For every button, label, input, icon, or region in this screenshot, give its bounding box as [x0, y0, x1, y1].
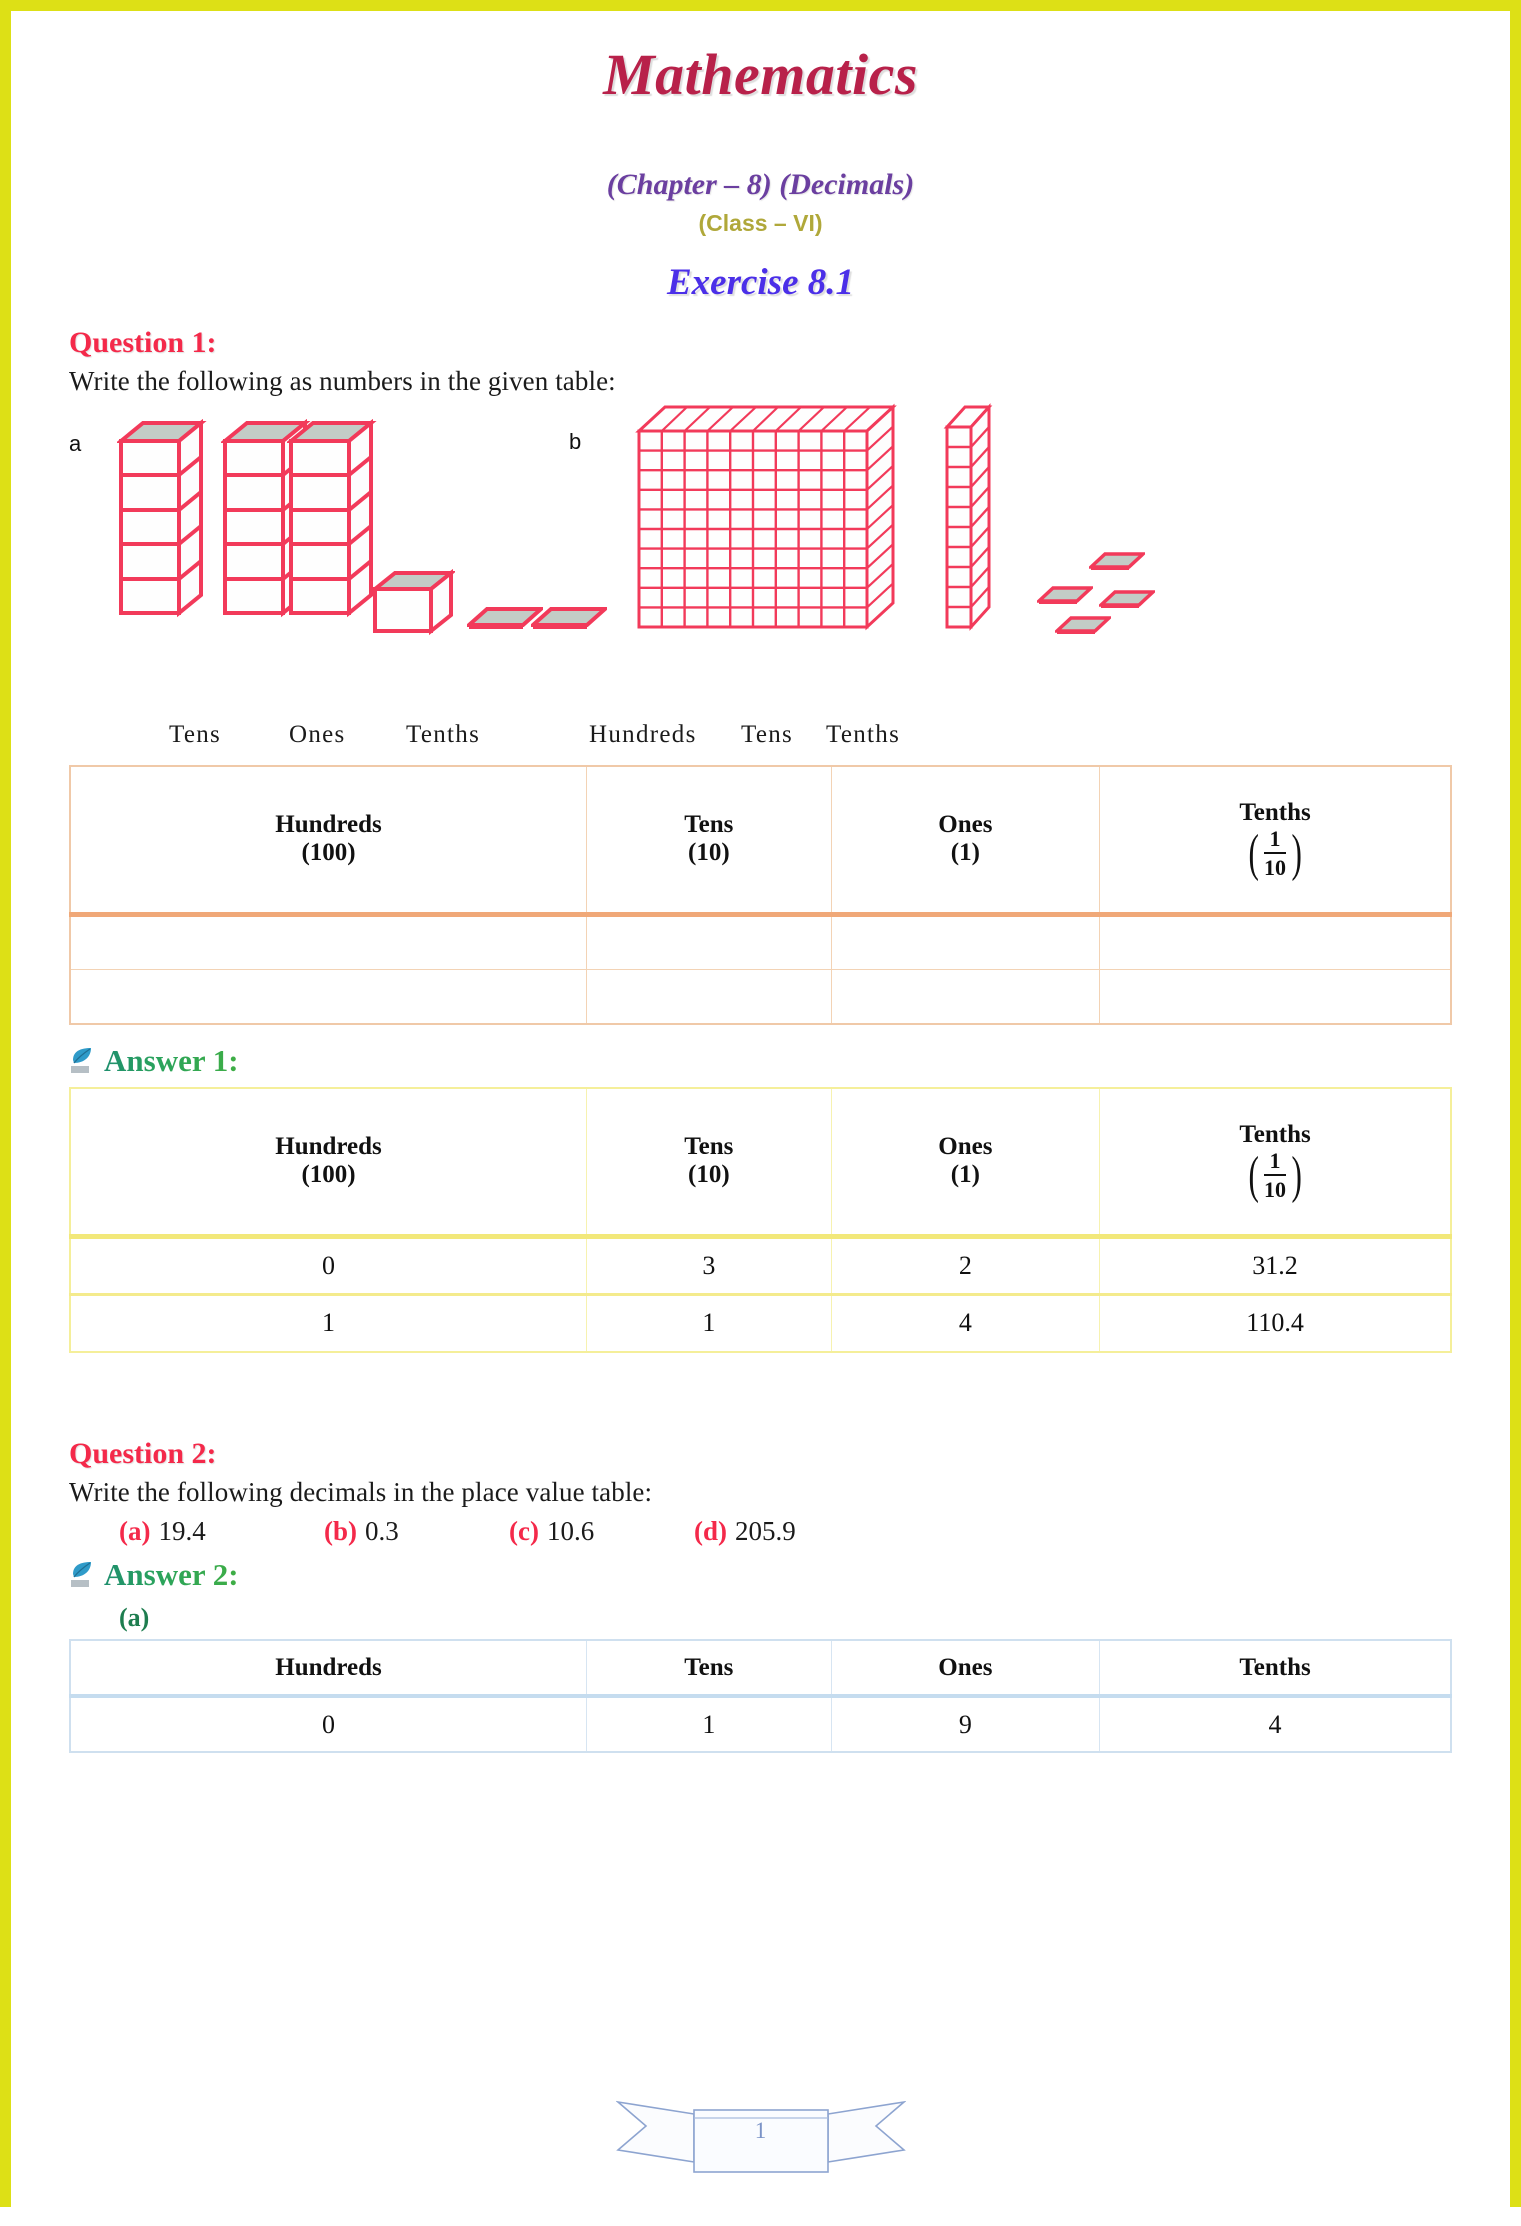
answer-1-place-value-table [69, 1087, 1452, 1353]
header-tenths-fraction: ( $\frac{1}{10}$ ) [1248, 1146, 1302, 1204]
table-header-row [70, 766, 1451, 914]
part-a-label: a [69, 431, 82, 456]
cell-blank [831, 914, 1099, 969]
answer-1-heading-row [69, 1043, 1452, 1079]
header-tens-sub: (10) [688, 1161, 730, 1189]
tenth-flat-block [531, 603, 607, 635]
header-tenths-fraction: ( $\frac{1}{10}$ ) [1248, 824, 1302, 882]
cell-hundreds: 0 [70, 1696, 587, 1752]
cell-tens: 1 [587, 1696, 832, 1752]
tenth-flat-block [1099, 587, 1155, 613]
question-2-text: Write the following decimals in the place value table: [69, 1477, 653, 1507]
cell-tens: 3 [587, 1236, 832, 1294]
cell-blank [1100, 969, 1451, 1024]
ten-rod-block [287, 419, 377, 634]
label-tens-b: Tens [741, 721, 794, 748]
question-2-heading: Question 2: [69, 1437, 217, 1470]
page-footer [11, 2080, 1510, 2180]
header-hundreds-label: Hundreds [275, 811, 382, 839]
cell-ones: 9 [831, 1696, 1099, 1752]
header-tenths [1100, 766, 1451, 914]
item-value: 0.3 [365, 1516, 399, 1546]
cell-blank [70, 914, 587, 969]
label-tenths-b: Tenths [826, 721, 901, 748]
list-item [694, 1516, 796, 1547]
header-tenths-label: Tenths [1239, 799, 1311, 827]
page-title: Mathematics [603, 42, 918, 107]
cell-blank [831, 969, 1099, 1024]
cell-hundreds: 0 [70, 1236, 587, 1294]
header-tens-label: Tens [684, 811, 734, 839]
list-item [119, 1516, 324, 1547]
cell-tens: 1 [587, 1294, 832, 1352]
exercise-heading: Exercise 8.1 [666, 262, 855, 303]
table-header-row [70, 1088, 1451, 1236]
cell-blank [587, 969, 832, 1024]
cell-hundreds: 1 [70, 1294, 587, 1352]
question-1-text: Write the following as numbers in the given table: [69, 366, 616, 396]
cell-blank [587, 914, 832, 969]
header-tenths [1100, 1088, 1451, 1236]
answer-1-heading: Answer 1: [104, 1043, 239, 1078]
header-hundreds [70, 766, 587, 914]
cell-blank [1100, 914, 1451, 969]
item-value: 205.9 [735, 1516, 796, 1546]
document-body [11, 326, 1510, 1753]
header-ones [831, 766, 1099, 914]
list-item [509, 1516, 694, 1547]
item-tag: (b) [324, 1516, 357, 1546]
label-tenths-a: Tenths [406, 721, 481, 748]
header-tenths: Tenths [1100, 1640, 1451, 1696]
chapter-subtitle: (Chapter – 8) (Decimals) [606, 168, 915, 201]
header-hundreds: Hundreds [70, 1640, 587, 1696]
list-item [324, 1516, 509, 1547]
class-subtitle: (Class – VI) [698, 210, 823, 236]
header-tens [587, 766, 832, 914]
table-row [70, 1696, 1451, 1752]
base-ten-block-diagram [69, 401, 1452, 721]
header-hundreds [70, 1088, 587, 1236]
part-b-label: b [569, 429, 582, 454]
header-hundreds-label: Hundreds [275, 1133, 382, 1161]
header-hundreds-sub: (100) [301, 839, 356, 867]
label-hundreds-b: Hundreds [589, 721, 697, 748]
item-tag: (d) [694, 1516, 727, 1546]
tenth-flat-block [1037, 583, 1093, 609]
question-1-heading: Question 1: [69, 326, 217, 359]
ten-rod-block [941, 401, 995, 641]
page-inner [11, 41, 1510, 2226]
item-tag: (a) [119, 1516, 151, 1546]
leaf-pen-icon [69, 1560, 95, 1590]
page-number: 1 [754, 2118, 767, 2143]
table-row [70, 1236, 1451, 1294]
cell-ones: 4 [831, 1294, 1099, 1352]
place-value-labels-row [69, 721, 1452, 755]
header-tens: Tens [587, 1640, 832, 1696]
cell-tenths: 31.2 [1100, 1236, 1451, 1294]
hundred-flat-block [631, 401, 899, 641]
header-tenths-label: Tenths [1239, 1121, 1311, 1149]
item-value: 19.4 [158, 1516, 206, 1546]
header-ones-label: Ones [938, 811, 993, 839]
answer-2-heading-row [69, 1557, 1452, 1593]
table-row [70, 1294, 1451, 1352]
answer-2-sub-label: (a) [119, 1603, 150, 1632]
answer-2a-place-value-table [69, 1639, 1452, 1753]
label-tens-a: Tens [169, 721, 222, 748]
cell-ones: 2 [831, 1236, 1099, 1294]
header-ones-sub: (1) [950, 839, 980, 867]
header-ones-label: Ones [938, 1133, 993, 1161]
header-tens [587, 1088, 832, 1236]
cell-tenths: 4 [1100, 1696, 1451, 1752]
tenth-flat-block [1055, 613, 1111, 639]
table-row [70, 914, 1451, 969]
header-ones: Ones [831, 1640, 1099, 1696]
unit-cube-block [371, 569, 455, 637]
table-row [70, 969, 1451, 1024]
header-tens-label: Tens [684, 1133, 734, 1161]
question-2-items [69, 1516, 1452, 1547]
label-ones-a: Ones [289, 721, 346, 748]
header-ones [831, 1088, 1099, 1236]
item-value: 10.6 [546, 1516, 595, 1546]
leaf-pen-icon [69, 1046, 95, 1076]
question-1-blank-place-value-table [69, 765, 1452, 1025]
cell-blank [70, 969, 587, 1024]
item-tag: (c) [509, 1516, 539, 1546]
table-header-row [70, 1640, 1451, 1696]
header-hundreds-sub: (100) [301, 1161, 356, 1189]
cell-tenths: 110.4 [1100, 1294, 1451, 1352]
answer-2-heading: Answer 2: [104, 1557, 239, 1592]
ten-rod-block [117, 419, 207, 634]
header-tens-sub: (10) [688, 839, 730, 867]
header-ones-sub: (1) [950, 1161, 980, 1189]
tenth-flat-block [1089, 549, 1145, 575]
